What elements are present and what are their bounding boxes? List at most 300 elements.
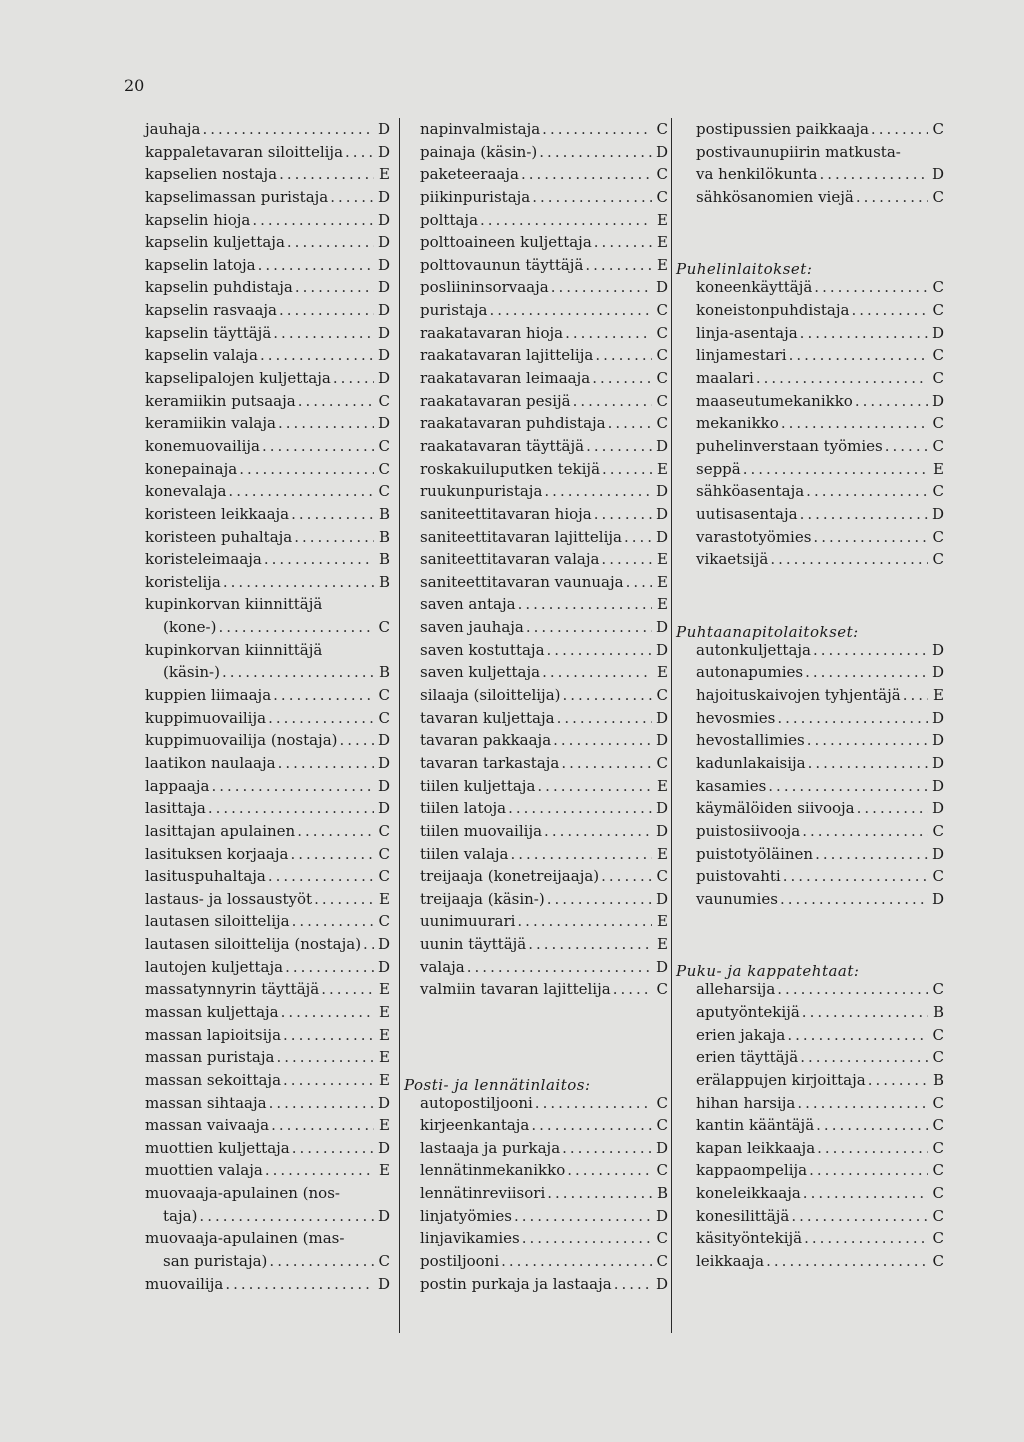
dot-leader [528,935,652,953]
occupation-name: saven kostuttaja [420,640,545,659]
wage-class: C [932,414,944,433]
occupation-name: lasittajan apulainen [145,821,296,840]
wage-class: C [378,1252,390,1271]
occupation-entry [676,143,944,166]
occupation-entry [676,709,944,732]
wage-class: E [657,459,668,478]
wage-class: B [378,504,390,523]
dot-leader [537,777,652,795]
dot-leader [199,1207,374,1225]
dot-leader [276,1048,374,1066]
dot-leader [819,165,928,183]
occupation-name: postin purkaja ja lastaaja [420,1274,612,1293]
occupation-entry [420,663,668,686]
occupation-entry [420,1275,668,1298]
occupation-name: napinvalmistaja [420,120,541,138]
occupation-name: koneleikkaaja [696,1184,801,1203]
dot-leader [294,528,374,546]
wage-class: D [377,799,390,818]
occupation-name: laatikon naulaaja [145,753,276,772]
occupation-name: treijaaja (konetreijaaja) [420,867,600,886]
occupation-entry [145,550,390,573]
occupation-name: (käsin-) [163,663,220,682]
occupation-name: saven jauhaja [420,618,524,637]
wage-class: D [931,504,944,523]
occupation-name: keramiikin putsaaja [145,391,296,410]
dot-leader [789,346,928,364]
occupation-entry [145,935,390,958]
wage-class: C [656,980,668,999]
wage-class: D [377,142,390,161]
dot-leader [526,618,652,636]
dot-leader [781,414,928,432]
occupation-name: ruukunpuristaja [420,482,543,501]
occupation-name: tiilen muovailija [420,821,543,840]
dot-leader [791,1207,928,1225]
dot-leader [851,301,928,319]
wage-class: D [655,1274,668,1293]
dot-leader [314,890,374,908]
occupation-name: saniteettitavaran valaja [420,550,600,569]
occupation-entry [420,188,668,211]
occupation-entry [676,980,944,1003]
occupation-entry [145,437,390,460]
occupation-entry [420,958,668,981]
occupation-name: lappaaja [145,776,210,795]
occupation-name: saniteettitavaran lajittelija [420,527,622,546]
dot-leader [565,324,652,342]
wage-class: B [932,1002,944,1021]
occupation-name: raakatavaran leimaaja [420,369,591,388]
occupation-name: muovaaja-apulainen (nos- [145,1184,340,1203]
wage-class: C [378,391,390,410]
occupation-name: lastaus- ja lossaustyöt [145,889,313,908]
occupation-entry [676,1207,944,1230]
wage-class: E [379,1025,390,1044]
dot-leader [522,1229,652,1247]
wage-class: D [655,799,668,818]
dot-leader [514,1207,652,1225]
occupation-name: saniteettitavaran hioja [420,504,592,523]
dot-leader [223,573,374,591]
occupation-name: puristaja [420,301,488,320]
wage-class: C [656,187,668,206]
occupation-entry [145,369,390,392]
dot-leader [330,188,374,206]
occupation-name: kapselin rasvaaja [145,301,277,320]
occupation-entry [145,482,390,505]
occupation-entry [676,550,944,573]
occupation-entry [145,754,390,777]
dot-leader [855,392,928,410]
dot-leader [594,505,652,523]
occupation-entry [420,1184,668,1207]
occupation-entry [676,369,944,392]
occupation-entry [420,505,668,528]
occupation-name: kupinkorvan kiinnittäjä [145,640,323,659]
wage-class: E [379,1070,390,1089]
occupation-entry [145,301,390,324]
occupation-entry [420,392,668,415]
dot-leader [287,233,374,251]
occupation-name: erien jakaja [696,1025,786,1044]
dot-leader [803,1184,928,1202]
dot-leader [265,1161,374,1179]
occupation-name: muottien valaja [145,1161,263,1180]
occupation-name: lasituksen korjaaja [145,844,289,863]
occupation-name: konemuovailija [145,436,260,455]
occupation-entry [145,709,390,732]
dot-leader [542,663,652,681]
occupation-entry [420,799,668,822]
occupation-name: kapselin valaja [145,346,258,365]
occupation-name: jauhaja [145,120,201,138]
dot-leader [768,777,928,795]
dot-leader [271,1116,374,1134]
occupation-name: kapan leikkaaja [696,1138,816,1157]
occupation-name: kapselien nostaja [145,165,278,184]
occupation-entry [145,1207,390,1230]
occupation-name: san puristaja) [163,1252,268,1271]
dot-leader [613,980,652,998]
dot-leader [202,120,374,138]
occupation-entry [676,1094,944,1117]
occupation-entry [676,1252,944,1275]
occupation-name: polttovaunun täyttäjä [420,255,584,274]
occupation-name: kapselin puhdistaja [145,278,293,297]
occupation-name: koristelija [145,572,221,591]
occupation-name: roskakuiluputken tekijä [420,459,601,478]
occupation-name: hevosmies [696,708,776,727]
dot-leader [624,528,652,546]
wage-class: D [655,957,668,976]
dot-leader [868,1071,928,1089]
occupation-name: käsityöntekijä [696,1229,803,1248]
wage-class: E [379,165,390,184]
occupation-name: massan lapioitsija [145,1025,282,1044]
occupation-entry [676,641,944,664]
dot-leader [817,1139,928,1157]
occupation-name: varastotyömies [696,527,812,546]
wage-class: E [933,686,944,705]
occupation-entry [676,1003,944,1026]
occupation-entry [676,120,944,143]
occupation-name: kuppimuovailija [145,708,267,727]
wage-class: D [377,957,390,976]
dot-leader [802,822,928,840]
wage-class: C [378,686,390,705]
occupation-entry [420,573,668,596]
dot-leader [551,278,652,296]
dot-leader [797,1094,928,1112]
occupation-entry [145,822,390,845]
wage-class: E [657,255,668,274]
dot-leader [290,845,374,863]
occupation-entry [420,550,668,573]
dot-leader [535,1094,652,1112]
dot-leader [291,505,374,523]
wage-class: E [657,210,668,229]
wage-class: D [377,1138,390,1157]
wage-class: C [932,482,944,501]
dot-leader [292,1139,374,1157]
occupation-entry [420,165,668,188]
dot-leader [467,958,652,976]
occupation-name: koneistonpuhdistaja [696,301,850,320]
occupation-name: kirjeenkantaja [420,1116,530,1135]
dot-leader [626,573,652,591]
wage-class: D [377,346,390,365]
occupation-name: puhelinverstaan työmies [696,436,883,455]
wage-class: C [656,1116,668,1135]
occupation-name: lasituspuhaltaja [145,867,266,886]
occupation-name: painaja (käsin-) [420,142,538,161]
dot-leader [279,165,374,183]
occupation-name: keramiikin valaja [145,414,276,433]
wage-class: E [379,889,390,908]
dot-leader [815,845,928,863]
section-heading: Puku- ja kappatehtaat: [676,962,860,981]
dot-leader [885,437,928,455]
occupation-name: postiljooni [420,1252,500,1271]
wage-class: D [377,255,390,274]
wage-class: C [656,1229,668,1248]
dot-leader [563,686,653,704]
wage-class: D [377,278,390,297]
occupation-entry [420,1161,668,1184]
occupation-name: kapselipalojen kuljettaja [145,369,331,388]
wage-class: D [377,753,390,772]
spacer [676,935,944,958]
occupation-entry [676,754,944,777]
occupation-name: seppä [696,459,741,478]
occupation-entry [676,414,944,437]
occupation-entry [420,233,668,256]
dot-leader [517,912,652,930]
wage-class: C [932,1184,944,1203]
occupation-entry [676,822,944,845]
occupation-entry [676,890,944,913]
wage-class: C [932,1161,944,1180]
dot-leader [531,1116,652,1134]
dot-leader [490,301,653,319]
dot-leader [602,460,652,478]
wage-class: C [932,1093,944,1112]
spacer [420,1048,668,1071]
wage-class: C [378,436,390,455]
dot-leader [508,799,652,817]
occupation-entry [145,1252,390,1275]
occupation-name: autonkuljettaja [696,640,811,659]
wage-class: D [655,731,668,750]
wage-class: D [377,935,390,954]
occupation-entry [420,120,668,143]
occupation-entry [676,777,944,800]
dot-leader [770,550,928,568]
occupation-entry [676,482,944,505]
occupation-entry [145,1184,390,1207]
occupation-entry [420,414,668,437]
occupation-name: taja) [163,1206,198,1225]
occupation-entry [420,437,668,460]
occupation-entry [145,120,390,143]
occupation-entry [676,1116,944,1139]
occupation-entry [420,867,668,890]
occupation-entry [145,1003,390,1026]
occupation-entry [420,324,668,347]
occupation-entry [145,641,390,664]
occupation-name: polttoaineen kuljettaja [420,233,592,252]
occupation-entry [676,1026,944,1049]
occupation-name: kapselimassan puristaja [145,187,329,206]
dot-leader [539,143,652,161]
wage-class: E [657,776,668,795]
occupation-name: raakatavaran pesijä [420,391,571,410]
occupation-name: hevostallimies [696,731,805,750]
wage-class: B [656,1184,668,1203]
dot-leader [532,188,652,206]
occupation-entry [145,414,390,437]
occupation-name: linja-asentaja [696,323,798,342]
dot-leader [809,1161,928,1179]
wage-class: C [932,1252,944,1271]
occupation-entry [145,1139,390,1162]
occupation-entry [145,460,390,483]
wage-class: D [655,278,668,297]
spacer [676,912,944,935]
occupation-entry [676,845,944,868]
occupation-name: (kone-) [163,618,217,637]
occupation-entry [145,845,390,868]
occupation-entry [145,233,390,256]
dot-leader [501,1252,652,1270]
wage-class: E [657,844,668,863]
occupation-entry [145,980,390,1003]
occupation-name: koristeen leikkaaja [145,504,290,523]
wage-class: C [932,436,944,455]
wage-class: D [655,640,668,659]
occupation-entry [145,256,390,279]
dot-leader [480,211,652,229]
dot-leader [340,731,375,749]
dot-leader [321,980,374,998]
occupation-entry [420,641,668,664]
occupation-name: uunin täyttäjä [420,935,527,954]
occupation-name: tiilen kuljettaja [420,776,536,795]
dot-leader [601,867,652,885]
occupation-name: massan vaivaaja [145,1116,270,1135]
occupation-entry [145,188,390,211]
occupation-name: saven kuljettaja [420,663,541,682]
wage-class: D [377,369,390,388]
wage-class: D [655,708,668,727]
occupation-entry [145,618,390,641]
occupation-entry [145,1275,390,1298]
dot-leader [510,845,652,863]
wage-class: D [655,436,668,455]
wage-class: D [931,165,944,184]
occupation-entry [145,573,390,596]
dot-leader [279,301,374,319]
wage-class: C [656,391,668,410]
wage-class: C [932,278,944,297]
occupation-entry [676,731,944,754]
wage-class: E [379,1116,390,1135]
occupation-entry [145,1161,390,1184]
occupation-name: leikkaaja [696,1252,765,1271]
dot-leader [805,663,928,681]
occupation-entry [145,1094,390,1117]
occupation-name: kapselin täyttäjä [145,323,272,342]
wage-class: B [378,550,390,569]
occupation-name: kapselin hioja [145,210,251,229]
wage-class: D [655,504,668,523]
occupation-entry [676,867,944,890]
occupation-entry [145,799,390,822]
wage-class: B [378,663,390,682]
wage-class: D [377,187,390,206]
dot-leader [544,482,652,500]
wage-class: C [378,867,390,886]
wage-class: C [656,323,668,342]
wage-class: D [655,821,668,840]
wage-class: D [377,731,390,750]
wage-class: D [377,323,390,342]
section-heading: Posti- ja lennätinlaitos: [404,1075,591,1094]
column-2 [404,120,668,1297]
dot-leader [800,324,928,342]
wage-class: C [656,301,668,320]
wage-class: C [656,686,668,705]
wage-class: D [655,1138,668,1157]
dot-leader [594,233,652,251]
occupation-name: raakatavaran hioja [420,323,564,342]
dot-leader [800,505,928,523]
wage-class: E [657,595,668,614]
occupation-entry [420,1116,668,1139]
occupation-entry [420,731,668,754]
wage-class: C [656,165,668,184]
dot-leader [808,754,928,772]
occupation-name: autopostiljooni [420,1093,533,1112]
occupation-name: lautojen kuljettaja [145,957,284,976]
occupation-entry [420,1094,668,1117]
occupation-name: koristeen puhaltaja [145,527,293,546]
wage-class: D [377,120,390,138]
occupation-entry [676,165,944,188]
occupation-entry [420,482,668,505]
wage-class: C [932,369,944,388]
dot-leader [333,369,374,387]
column-1 [145,120,390,1297]
wage-class: D [931,640,944,659]
dot-leader [903,686,928,704]
occupation-name: erälappujen kirjoittaja [696,1070,866,1089]
dot-leader [561,754,652,772]
dot-leader [816,1116,928,1134]
occupation-name: puistotyöläinen [696,844,814,863]
dot-leader [766,1252,928,1270]
occupation-name: puistovahti [696,867,781,886]
occupation-entry [145,912,390,935]
wage-class: D [931,889,944,908]
wage-class: D [931,776,944,795]
occupation-entry [420,1229,668,1252]
occupation-entry [420,460,668,483]
occupation-name: postipussien paikkaaja [696,120,869,138]
dot-leader [239,460,374,478]
occupation-name: käymälöiden siivooja [696,799,855,818]
